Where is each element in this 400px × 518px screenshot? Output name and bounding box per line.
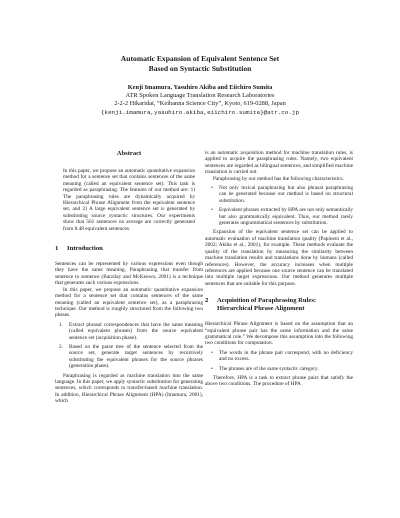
bullet-dot: • — [211, 365, 213, 372]
bullet-text: Equivalent phrases extracted by HPA are not only semantically but also grammatically equivalent. Thus, our method rarely generates ungrammatical sentences by substitution. — [219, 207, 353, 227]
abstract-heading: Abstract — [116, 150, 142, 157]
bullet-text: The phrases are of the same syntactic category. — [219, 365, 319, 372]
left-column — [55, 150, 203, 405]
section-2-paragraph-2: Therefore, HPA is a task to extract phrase pairs that satisfy the above two conditions. The procedure of HPA — [205, 374, 353, 388]
section-2-title-line-2: Hierarchical Phrase Alignment — [217, 305, 305, 313]
title-line-2: Based on Syntactic Substitution — [148, 63, 252, 73]
abstract-body — [63, 168, 195, 232]
list-marker: 2. — [59, 343, 63, 350]
section-2-heading — [205, 297, 353, 305]
section-1-number: 1 — [55, 245, 59, 253]
right-column — [205, 150, 353, 388]
author-affiliation: ATR Spoken Language Translation Research Laboratories — [125, 92, 275, 100]
intro-paragraph-1: Sentences can be represented by various expressions even though they have the same meaning. Paraphrasing that transfer from sentence to sentence (Barzilay and McKeown, 2001) is a technique that generates such various expressions. — [55, 261, 203, 287]
list-marker: 1. — [59, 321, 63, 328]
conditions-list — [205, 350, 353, 372]
bullet-dot: • — [211, 349, 213, 356]
bullet-dot: • — [211, 185, 213, 192]
characteristics-list — [205, 185, 353, 226]
author-block — [0, 84, 400, 117]
section-2-title-line-1: Acquisition of Paraphrasing Rules: — [217, 297, 317, 305]
right-paragraph-3: Expansion of the equivalent sentence set can be applied to automatic evaluation of machine translation quality (Papineni et al., 2002; Akiba et al., 2001), for example. These methods evaluate the quality of the translation by measuring the similarity between machine translation results and translations done by humans (called references). However, the accuracy increases when multiple references are applied because one source sentence can be translated into multiple target expressions. Our method generates multiple sentences that are suitable for this purpose. — [205, 229, 353, 287]
title-line-1: Automatic Expansion of Equivalent Sentence Set — [120, 54, 280, 63]
right-paragraph-2: Paraphrasing by our method has the following characteristics. — [213, 175, 344, 182]
intro-paragraph-2: In this paper, we propose an automatic quantitative expansion method for a sentence set that contains sentences of the same meaning (called an equivalent sentence set), as a paraphrasing technique. Our method is roughly structured from the following two phases. — [55, 286, 203, 319]
section-1-title: Introduction — [67, 245, 103, 253]
section-1-heading — [55, 245, 203, 253]
bullet-item — [211, 350, 353, 363]
author-email: {kenji.imamura,yasuhiro.akiba,eiichiro.sumita}@atr.co.jp — [101, 108, 299, 116]
section-2-number: 2 — [205, 297, 209, 305]
right-paragraph-1: is an automatic acquisition method for machine translation rules, is applied to acquire the paraphrasing rules. Namely, two equivalent sentences are regarded as bilingual sentences, and simplified machine translation is carried out. — [205, 150, 353, 176]
list-item-text: Based on the parse tree of the sentence selected from the source set, generate target sentences by recursively substituting the equivalent phrases for the source phrases (generation phase). — [69, 343, 203, 370]
paper-title — [0, 54, 400, 73]
bullet-dot: • — [211, 207, 213, 214]
intro-paragraph-3: Paraphrasing is regarded as machine translation into the same language. In this paper, we apply syntactic substitution for generating sentences, which corresponds to transfer-based machine translation. In addition, Hierarchical Phrase Alignment (HPA) (Imamura, 2001), which — [55, 372, 203, 405]
bullet-text: The words in the phrase pair correspond, with no deficiency and no excess. — [219, 349, 353, 363]
intro-list-item — [55, 344, 203, 370]
list-item-text: Extract phrasal correspondences that have the same meaning (called equivalent phrases) from the source equivalent sentence set (acquisition phase). — [69, 321, 203, 341]
author-names: Kenji Imamura, Yasuhiro Akiba and Eiichiro Sumita — [127, 84, 273, 91]
bullet-item — [211, 185, 353, 204]
bullet-item — [211, 207, 353, 226]
author-address: 2-2-2 Hikaridai, “Keihanna Science City”, Kyoto, 619-0288, Japan — [114, 100, 286, 108]
section-2-paragraph-1: Hierarchical Phrase Alignment is based on the assumption that an “equivalent phrase pair has the same information and the same grammatical role.” We decompose this assumption into the following two conditions for computation. — [205, 321, 353, 347]
abstract-text: In this paper, we propose an automatic quantitative expansion method for a sentence set that contains sentences of the same meaning (called an equivalent sentence set). This task is regarded as paraphrasing. The features of our method are: 1) The paraphrasing rules are dynamically acquired by Hierarchical Phrase Alignment from the equivalent sentence set, and 2) A large equivalent sentence set is generated by substituting source syntactic structures. Our experiments show that 561 sentences on average are correctly generated from 8.48 equivalent sentences. — [63, 168, 195, 232]
intro-list-item — [55, 322, 203, 341]
bullet-text: Not only lexical paraphrasing but also phrasal paraphrasing can be generated because our method is based on structural substitution. — [219, 185, 353, 204]
